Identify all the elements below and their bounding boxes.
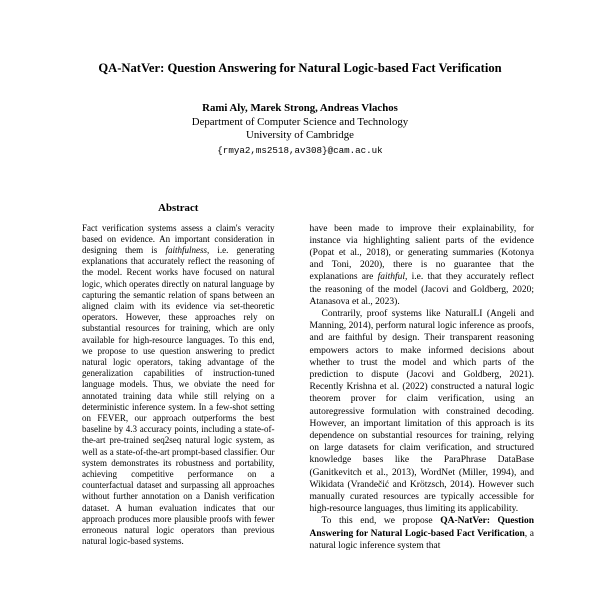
intro-p1-segment-2: , i.e. that they accurately reflect the reasoning of the model (Jacovi and Goldberg, 2020; Atanasova et al., 2023). xyxy=(309,272,534,307)
affiliation-department: Department of Computer Science and Technology xyxy=(191,115,409,128)
intro-p3-segment-system-name-bold: QA-NatVer: Question Answering for Natural Logic-based Fact Verification xyxy=(309,516,534,539)
affiliation-university: University of Cambridge xyxy=(246,129,354,141)
intro-paragraph-3 xyxy=(310,515,535,552)
abstract-heading: Abstract xyxy=(158,201,199,214)
intro-p3-segment-2: , a natural logic inference system that xyxy=(309,528,535,551)
intro-paragraph-1 xyxy=(310,223,535,308)
intro-p3-segment-1: To this end, we propose xyxy=(321,516,441,527)
two-column-body xyxy=(0,202,600,552)
left-column xyxy=(66,202,291,552)
paper-title: QA-NatVer: Question Answering for Natural Logic-based Fact Verification xyxy=(98,61,502,75)
paper-authors: Rami Aly, Marek Strong, Andreas Vlachos xyxy=(202,102,398,114)
abstract-segment-1: Fact verification systems assess a claim's veracity based on evidence. An important consideration in designing them is xyxy=(82,222,275,255)
intro-paragraph-2: Contrarily, proof systems like NaturalLI (Angeli and Manning, 2014), perform natural logic inference as proofs, and are faithful by design. Their transparent reasoning empowers actors to make informed decisions about whether to trust the model and which parts of the prediction to dispute (Jacovi and Goldberg, 2021). Recently Krishna et al. (2022) constructed a natural logic theorem prover for claim verification, using an autoregressive formulation with constrained decoding. However, an important limitation of this approach is its dependence on substantial resources for training, relying on large datasets for claim verification, and structured knowledge bases like the ParaPhrase DataBase (Ganitkevitch et al., 2013), WordNet (Miller, 1994), and Wikidata (Vrandečić and Krötzsch, 2014). However such manually curated resources are typically accessible for high-resource languages, thus limiting its applicability. xyxy=(309,308,534,515)
intro-p1-segment-faithful-italic: faithful xyxy=(377,272,406,283)
abstract-segment-2: , i.e. generating explanations that accurately reflect the reasoning of the model. Recent works have focused on natural logic, which operates directly on natural language by capturing the semantic relation of spans between an aligned claim with its evidence via set-theoretic operators. However, these approaches rely on substantial resources for training, which are only available for high-resource languages. To this end, we propose to use question answering to predict natural logic operators, taking advantage of the generalization capabilities of instruction-tuned language models. Thus, we obviate the need for annotated training data while still relying on a deterministic inference system. In a few-shot setting on FEVER, our approach outperforms the best baseline by 4.3 accuracy points, including a state-of-the-art pre-trained seq2seq natural logic system, as well as a state-of-the-art prompt-based classifier. Our system demonstrates its robustness and portability, achieving competitive performance on a counterfactual dataset and surpassing all approaches without further annotation on a Danish verification dataset. A human evaluation indicates that our approach produces more plausible proofs with fewer erroneous natural logic operators than previous natural logic-based systems. xyxy=(82,244,275,547)
abstract-text xyxy=(66,223,291,548)
intro-p1-segment-1: have been made to improve their explainability, for instance via highlighting salient parts of the evidence (Popat et al., 2018), or generating summaries (Kotonya and Toni, 2020), there is no guarantee that the explanations are xyxy=(309,223,534,283)
right-column xyxy=(310,202,535,552)
author-emails: {rmya2,ms2518,av308}@cam.ac.uk xyxy=(217,144,383,156)
abstract-segment-faithfulness-italic: faithfulness xyxy=(165,244,207,255)
